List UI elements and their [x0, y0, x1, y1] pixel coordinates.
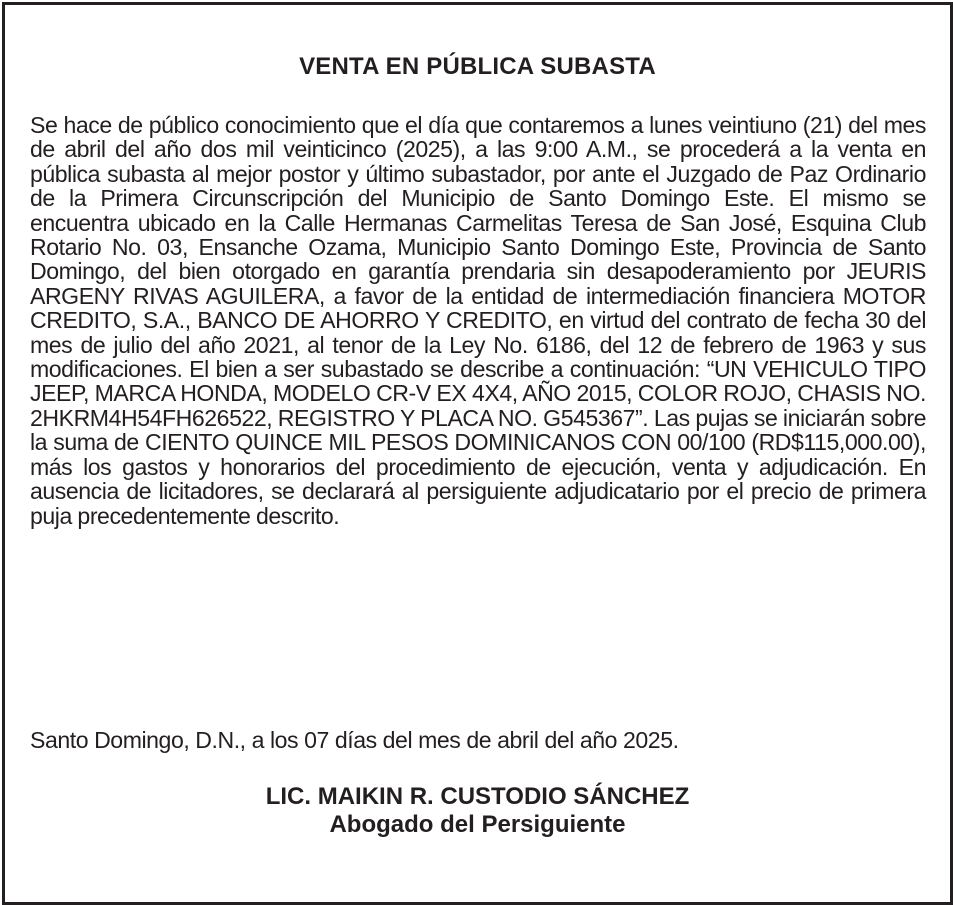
notice-body: Se hace de público conocimiento que el día que contaremos a lunes veintiuno (21) del mes de abril del año dos mil veinticinco (2025), a las 9:00 A.M., se procederá a la venta en pública subasta al mejor postor y último subastador, por ante el Juzgado de Paz Ordinario de la Primera Circunscripción del Municipio de Santo Domingo Este. El mismo se encuentra ubicado en la Calle Hermanas Carmelitas Teresa de San José, Esquina Club Rotario No. 03, Ensanche Ozama, Municipio Santo Domingo Este, Provincia de Santo Domingo, del bien otorgado en garantía prendaria sin desapoderamiento por JEURIS ARGENY RIVAS AGUILERA, a favor de la entidad de intermediación financiera MOTOR CREDITO, S.A., BANCO DE AHORRO Y CREDITO, en virtud del contrato de fecha 30 del mes de julio del año 2021, al tenor de la Ley No. 6186, del 12 de febrero de 1963 y sus modificaciones. El bien a ser subastado se describe a continuación: “UN VEHICULO TIPO JEEP, MARCA HONDA, MODELO CR-V EX 4X4, AÑO 2015, COLOR ROJO, CHASIS NO. 2HKRM4H54FH626522, REGISTRO Y PLACA NO. G545367”. Las pujas se iniciarán sobre la suma de CIENTO QUINCE MIL PESOS DOMINICANOS CON 00/100 (RD$115,000.00), más los gastos y honorarios del procedimiento de ejecución, venta y adjudicación. En ausencia de licitadores, se declarará al persiguiente adjudicatario por el precio de primera puja precedentemente descrito.	[30, 112, 926, 529]
signer-name: LIC. MAIKIN R. CUSTODIO SÁNCHEZ	[265, 783, 690, 810]
notice-frame	[2, 2, 953, 905]
notice-title: VENTA EN PÚBLICA SUBASTA	[299, 53, 656, 80]
notice-closing: Santo Domingo, D.N., a los 07 días del mes de abril del año 2025.	[30, 727, 679, 753]
signer-role: Abogado del Persiguiente	[329, 811, 626, 838]
